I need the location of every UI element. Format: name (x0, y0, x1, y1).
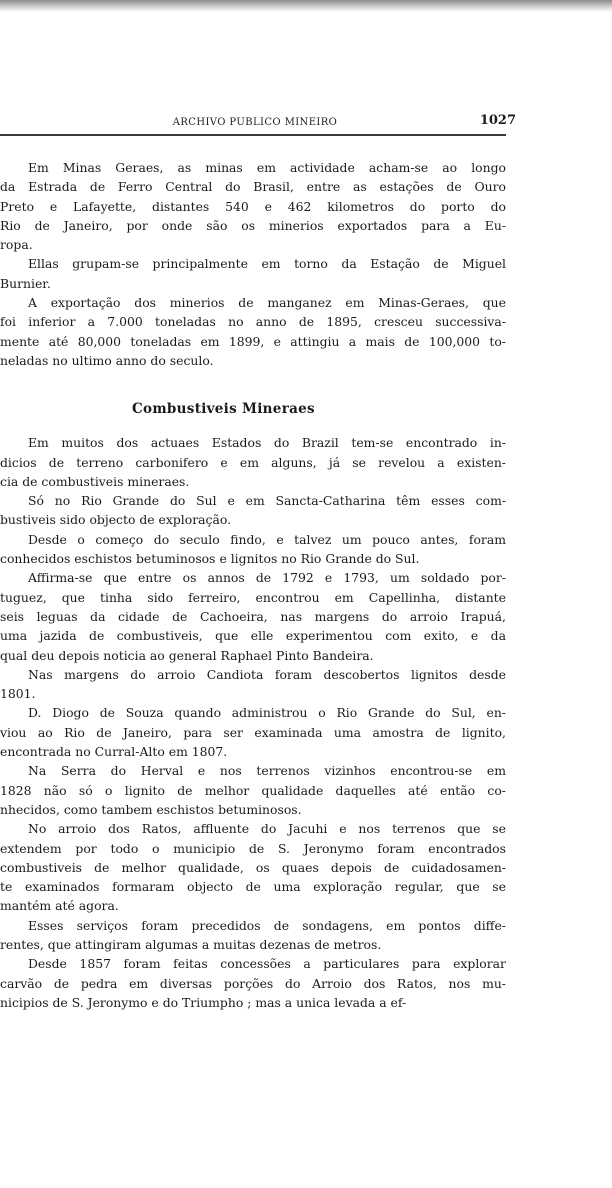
section-gap (0, 370, 506, 399)
text-line: rentes, que attingiram algumas a muitas dezenas de metros. (0, 936, 382, 952)
paragraph (0, 665, 506, 704)
text-line: conhecidos eschistos betuminosos e lignitos no Rio Grande do Sul. (0, 551, 420, 567)
text-line: extendem por todo o municipio de S. Jeronymo foram encontrados (0, 840, 506, 856)
text-line: Preto e Lafayette, distantes 540 e 462 kilometros do porto do (0, 198, 506, 214)
text-line: dicios de terreno carbonifero e em alguns, já se revelou a existen- (0, 454, 506, 470)
text-line: qual deu depois noticia ao general Raphael Pinto Bandeira. (0, 647, 374, 663)
text-line: carvão de pedra em diversas porções do Arroio dos Ratos, nos mu- (0, 975, 506, 991)
text-line: cia de combustiveis mineraes. (0, 473, 190, 489)
paragraph (0, 293, 506, 370)
header-rule (0, 134, 506, 136)
text-line: Nas margens do arroio Candiota foram descobertos lignitos desde (28, 666, 506, 682)
paragraph (0, 433, 506, 491)
text-line: Desde o começo do seculo findo, e talvez um pouco antes, foram (28, 531, 506, 547)
paragraphs-after-section (0, 433, 506, 1012)
text-line: 1828 não só o lignito de melhor qualidade daquelles até então co- (0, 782, 506, 798)
text-line: 1801. (0, 686, 36, 702)
text-line: uma jazida de combustiveis, que elle experimentou com exito, e da (0, 628, 506, 644)
text-line: neladas no ultimo anno do seculo. (0, 352, 214, 368)
running-head: ARCHIVO PUBLICO MINEIRO (172, 117, 338, 128)
text-line: da Estrada de Ferro Central do Brasil, entre as estações de Ouro (0, 179, 506, 195)
text-line: mente até 80,000 toneladas em 1899, e attingiu a mais de 100,000 to- (0, 333, 506, 349)
text-line: Na Serra do Herval e nos terrenos vizinhos encontrou-se em (28, 763, 506, 779)
text-line: encontrada no Curral-Alto em 1807. (0, 744, 228, 760)
text-line: Em muitos dos actuaes Estados do Brazil tem-se encontrado in- (28, 435, 506, 451)
text-line: combustiveis de melhor qualidade, os quaes depois de cuidadosamen- (0, 859, 506, 875)
page-number: 1027 (479, 113, 516, 128)
text-line: Esses serviços foram precedidos de sondagens, em pontos diffe- (28, 917, 506, 933)
text-line: No arroio dos Ratos, affluente do Jacuhi e nos terrenos que se (28, 821, 506, 837)
paragraphs-before-section (0, 158, 506, 370)
paragraph (0, 954, 506, 1012)
text-line: Affirma-se que entre os annos de 1792 e 1793, um soldado por- (28, 570, 506, 586)
paragraph (0, 254, 506, 293)
text-line: Ellas grupam-se principalmente em torno da Estação de Miguel (28, 256, 506, 272)
text-line: nicipios de S. Jeronymo e do Triumpho ; mas a unica levada a ef- (0, 994, 407, 1010)
text-line: Rio de Janeiro, por onde são os minerios exportados para a Eu- (0, 217, 506, 233)
text-line: ropa. (0, 237, 33, 253)
text-line: bustiveis sido objecto de exploração. (0, 512, 232, 528)
text-line: Em Minas Geraes, as minas em actividade acham-se ao longo (28, 160, 506, 175)
text-line: A exportação dos minerios de manganez em Minas-Geraes, que (28, 295, 506, 311)
text-line: nhecidos, como tambem eschistos betuminosos. (0, 801, 302, 817)
paragraph (0, 819, 506, 915)
paragraph (0, 761, 506, 819)
paragraph (0, 491, 506, 530)
text-line: seis leguas da cidade de Cachoeira, nas margens do arroio Irapuá, (0, 608, 506, 624)
text-line: D. Diogo de Souza quando administrou o Rio Grande do Sul, en- (28, 705, 506, 721)
text-line: Burnier. (0, 275, 51, 291)
text-line: Só no Rio Grande do Sul e em Sancta-Catharina têm esses com- (28, 493, 506, 509)
paragraph (0, 916, 506, 955)
text-line: Desde 1857 foram feitas concessões a particulares para explorar (28, 956, 506, 972)
paragraph (0, 703, 506, 761)
text-line: mantém até agora. (0, 898, 119, 914)
text-line: te examinados formaram objecto de uma exploração regular, que se (0, 879, 506, 895)
text-line: foi inferior a 7.000 toneladas no anno de 1895, cresceu successiva- (0, 314, 506, 330)
paragraph (0, 568, 506, 664)
paragraph (0, 530, 506, 569)
section-title: Combustiveis Mineraes (132, 401, 315, 418)
text-line: viou ao Rio de Janeiro, para ser examinada uma amostra de lignito, (0, 724, 506, 740)
text-line: tuguez, que tinha sido ferreiro, encontrou em Capellinha, distante (0, 589, 506, 605)
paragraph (0, 158, 506, 254)
body-text (0, 158, 506, 1012)
